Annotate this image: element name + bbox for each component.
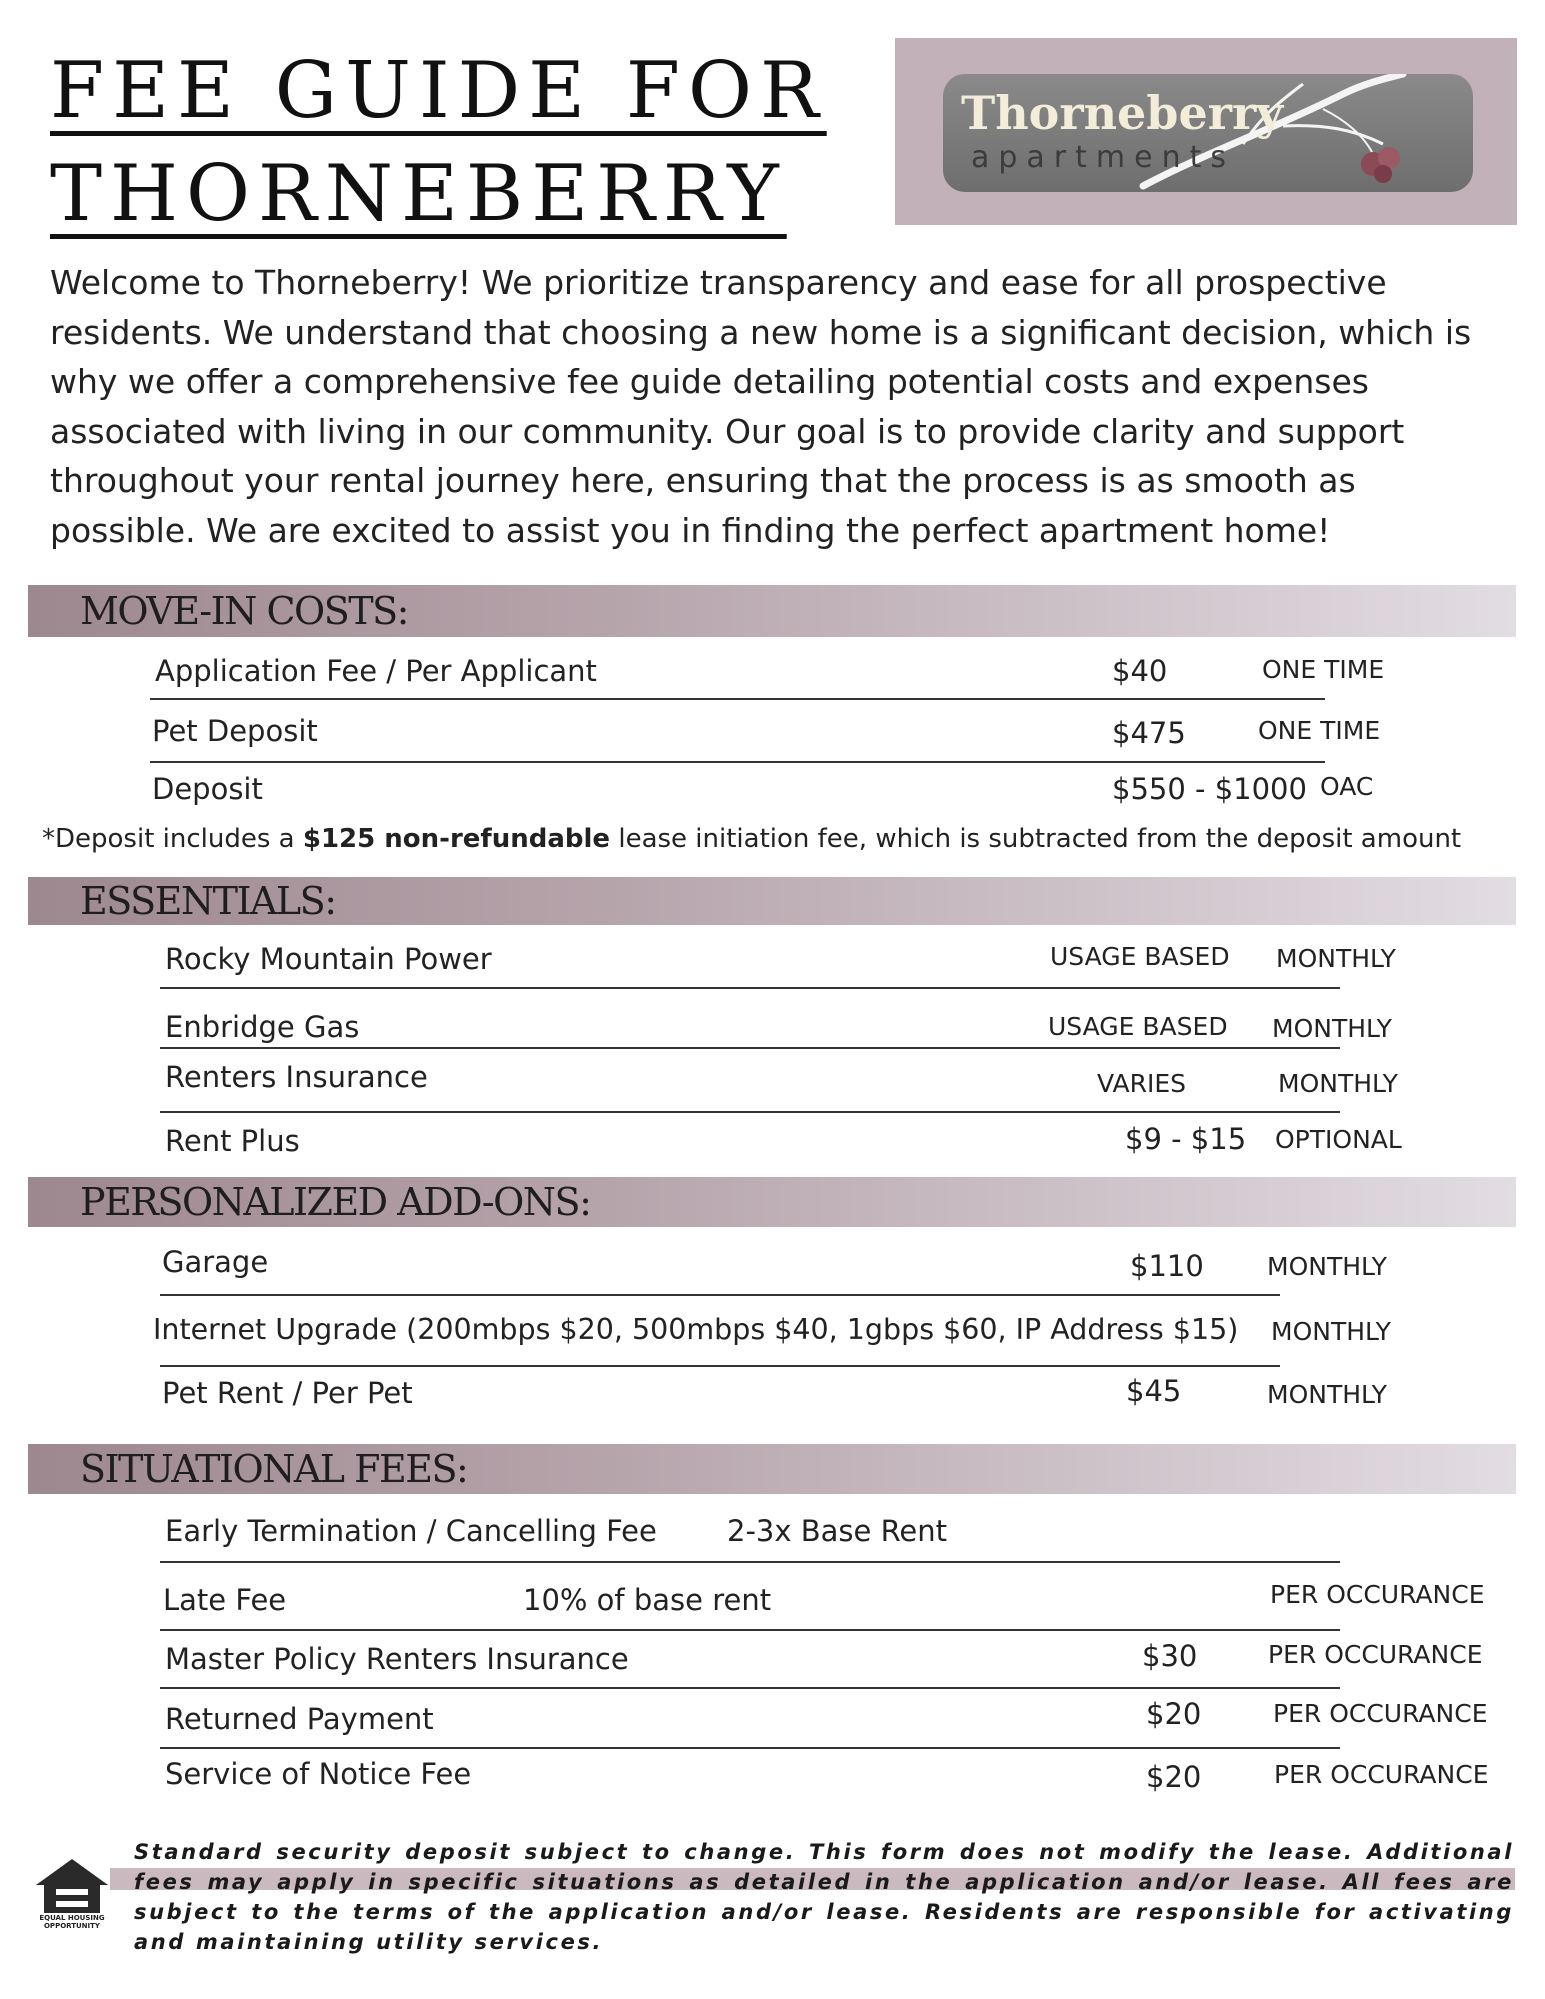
fee-frequency: MONTHLY (1267, 1252, 1387, 1281)
fee-label: Pet Rent / Per Pet (162, 1376, 413, 1410)
section-title: PERSONALIZED ADD-ONS: (80, 1180, 591, 1224)
fee-label: Garage (162, 1245, 269, 1279)
fee-label: Internet Upgrade (200mbps $20, 500mbps $40, 1gbps $60, IP Address $15) (153, 1313, 1239, 1346)
move-in-section-header (28, 585, 1516, 637)
fee-frequency: MONTHLY (1271, 1317, 1391, 1346)
row-divider (150, 761, 1325, 763)
page-title-line2: THORNEBERRY (50, 149, 787, 239)
section-title: ESSENTIALS: (80, 879, 336, 923)
row-divider (160, 1629, 1340, 1631)
fee-amount: USAGE BASED (1048, 1012, 1228, 1041)
addons-section-header (28, 1177, 1516, 1227)
row-divider (160, 1047, 1340, 1049)
fee-label: Late Fee (163, 1583, 287, 1617)
fee-frequency: MONTHLY (1272, 1014, 1392, 1043)
fee-frequency: PER OCCURANCE (1270, 1580, 1485, 1609)
equal-housing-label: EQUAL HOUSING OPPORTUNITY (39, 1914, 105, 1930)
section-title: SITUATIONAL FEES: (80, 1447, 468, 1491)
fee-frequency: PER OCCURANCE (1273, 1699, 1488, 1728)
row-divider (160, 1294, 1280, 1296)
note-emphasis: $125 non-refundable (302, 824, 611, 854)
fee-amount: $550 - $1000 (1112, 772, 1307, 806)
fee-label: Master Policy Renters Insurance (165, 1642, 629, 1676)
logo-name: Thorneberry (961, 86, 1283, 140)
fee-amount: $9 - $15 (1125, 1122, 1247, 1156)
fee-label: Application Fee / Per Applicant (155, 654, 597, 688)
row-divider (160, 1111, 1340, 1113)
page-title-line1: FEE GUIDE FOR (50, 46, 827, 136)
thorneberry-logo (895, 38, 1517, 225)
footer-disclaimer: Standard security deposit subject to change. This form does not modify the lease. Additional fees may apply in specific situations as detailed in the application and/or lease. All fees are subject to the terms of the application and/or lease. Residents are responsible for activating and maintaining utility services. (134, 1840, 1514, 1954)
note-text: lease initiation fee, which is subtracted from the deposit amount (610, 824, 1462, 854)
fee-frequency: ONE TIME (1262, 655, 1385, 684)
fee-label: Returned Payment (165, 1702, 434, 1736)
fee-amount: VARIES (1097, 1069, 1187, 1098)
fee-frequency: MONTHLY (1276, 944, 1396, 973)
fee-label: Early Termination / Cancelling Fee (165, 1514, 657, 1548)
fee-frequency: PER OCCURANCE (1268, 1640, 1483, 1669)
fee-amount: 2-3x Base Rent (727, 1514, 948, 1548)
fee-label: Service of Notice Fee (165, 1757, 472, 1791)
fee-amount: $20 (1146, 1760, 1202, 1794)
row-divider (160, 1687, 1340, 1689)
fee-frequency: ONE TIME (1258, 716, 1381, 745)
essentials-section-header (28, 877, 1516, 925)
fee-label: Renters Insurance (165, 1060, 428, 1094)
fee-amount: $20 (1146, 1697, 1202, 1731)
fee-frequency: PER OCCURANCE (1274, 1760, 1489, 1789)
intro-paragraph: Welcome to Thorneberry! We prioritize transparency and ease for all prospective residents. We understand that choosing a new home is a significant decision, which is why we offer a comprehensive fee guide detailing potential costs and expenses associated with living in our community. Our goal is to provide clarity and support throughout your rental journey here, ensuring that the process is as smooth as possible. We are excited to assist you in finding the perfect apartment home! (50, 263, 1472, 550)
deposit-note (42, 824, 1461, 854)
fee-amount: $110 (1130, 1249, 1204, 1283)
logo-subtitle: apartments (971, 140, 1235, 175)
fee-label: Enbridge Gas (165, 1010, 360, 1044)
fee-frequency: OPTIONAL (1275, 1125, 1402, 1154)
section-title: MOVE-IN COSTS: (80, 589, 408, 633)
fee-label: Rent Plus (165, 1124, 300, 1158)
row-divider (150, 698, 1325, 700)
fee-amount: $45 (1126, 1374, 1182, 1408)
fee-amount: USAGE BASED (1050, 942, 1230, 971)
fee-label: Pet Deposit (152, 714, 318, 748)
fee-label: Deposit (152, 772, 263, 806)
row-divider (160, 1365, 1280, 1367)
fee-amount: $40 (1112, 654, 1168, 688)
situational-section-header (28, 1444, 1516, 1494)
row-divider (160, 987, 1340, 989)
fee-amount: 10% of base rent (523, 1583, 772, 1617)
fee-amount: $475 (1112, 716, 1186, 750)
note-text: *Deposit includes a (42, 824, 303, 854)
fee-label: Rocky Mountain Power (165, 942, 492, 976)
row-divider (160, 1747, 1340, 1749)
row-divider (160, 1561, 1340, 1563)
logo-badge (943, 74, 1473, 192)
fee-frequency: MONTHLY (1278, 1069, 1398, 1098)
fee-frequency: OAC (1320, 772, 1374, 801)
fee-frequency: MONTHLY (1267, 1380, 1387, 1409)
fee-amount: $30 (1142, 1639, 1198, 1673)
